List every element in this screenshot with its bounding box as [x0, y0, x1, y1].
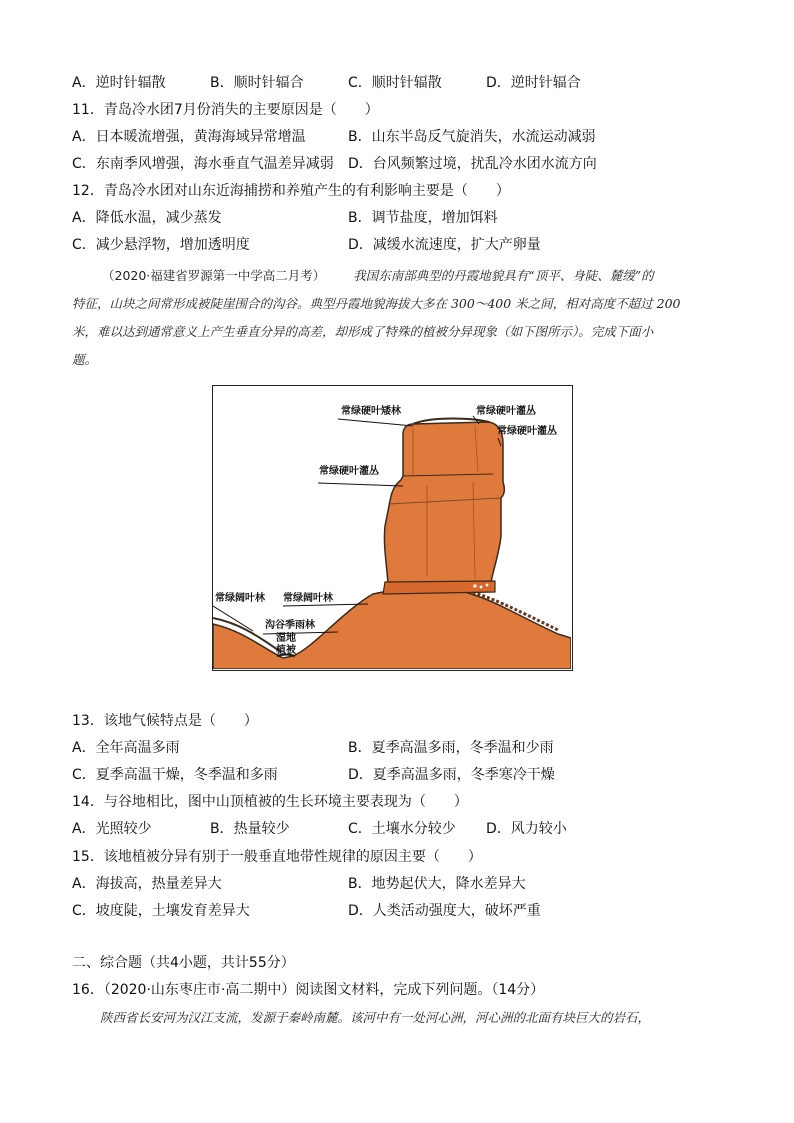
q11-option-d: D．台风频繁过境，扰乱冷水团水流方向: [348, 156, 597, 172]
label-wetland: 湿地: [276, 633, 296, 644]
passage-line-1: 我国东南部典型的丹霞地貌具有“顶平、身陡、麓缓”的: [353, 268, 654, 283]
q11-option-a: A．日本暖流增强，黄海海域异常增温: [72, 129, 306, 145]
q10-option-d: D．逆时针辐合: [486, 75, 581, 91]
q10-option-a: A．逆时针辐散: [72, 75, 166, 91]
q15-option-c: C．坡度陡，土壤发育差异大: [72, 903, 250, 919]
label-evergreen-sclerophyll-shrub-top: 常绿硬叶灌丛: [476, 406, 536, 417]
label-evergreen-sclerophyll-dwarf-forest: 常绿硬叶矮林: [341, 406, 401, 417]
label-evergreen-sclerophyll-shrub-mid: 常绿硬叶灌丛: [319, 466, 379, 477]
q13-option-d: D．夏季高温多雨，冬季寒冷干燥: [348, 767, 555, 783]
danxia-vegetation-figure: [212, 385, 573, 671]
q16-stem: 16．（2020·山东枣庄市·高二期中）阅读图文材料，完成下列问题。（14分）: [72, 982, 545, 998]
passage-line-4: 题。: [72, 352, 98, 367]
q13-option-a: A．全年高温多雨: [72, 740, 180, 756]
label-valley-monsoon-forest: 沟谷季雨林: [265, 620, 315, 631]
q13-stem: 13．该地气候特点是（ ）: [72, 713, 258, 729]
q12-option-b: B．调节盐度，增加饵料: [348, 210, 498, 226]
q13-option-c: C．夏季高温干燥，冬季温和多雨: [72, 767, 278, 783]
label-evergreen-broadleaf-forest-mid: 常绿阔叶林: [283, 593, 333, 604]
q14-option-b: B．热量较少: [210, 821, 290, 837]
q15-stem: 15．该地植被分异有别于一般垂直地带性规律的原因主要（ ）: [72, 849, 482, 865]
section-heading: 二、综合题（共4小题，共计55分）: [72, 955, 295, 971]
q14-option-c: C．土壤水分较少: [348, 821, 456, 837]
q11-stem: 11．青岛冷水团7月份消失的主要原因是（ ）: [72, 102, 379, 118]
q14-stem: 14．与谷地相比，图中山顶植被的生长环境主要表现为（ ）: [72, 794, 468, 810]
passage-line-3: 米，难以达到通常意义上产生垂直分异的高差，却形成了特殊的植被分异现象（如下图所示）。完成下面小: [72, 324, 654, 339]
passage-line-2: 特征，山块之间常形成被陡崖围合的沟谷。典型丹霞地貌海拔大多在 300～400 米之间，相对高度不超过 200: [72, 296, 681, 311]
reading-passage: [72, 262, 724, 374]
q10-option-c: C．顺时针辐散: [348, 75, 442, 91]
q13-option-b: B．夏季高温多雨，冬季温和少雨: [348, 740, 554, 756]
passage-source: （2020·福建省罗源第一中学高二月考）: [102, 268, 326, 283]
q15-option-a: A．海拔高，热量差异大: [72, 876, 222, 892]
label-vegetation: 植被: [276, 645, 296, 656]
q11-option-c: C．东南季风增强，海水垂直气温差异减弱: [72, 156, 334, 172]
label-evergreen-broadleaf-forest-left: 常绿阔叶林: [215, 593, 265, 604]
q14-option-a: A．光照较少: [72, 821, 152, 837]
q12-option-a: A．降低水温，减少蒸发: [72, 210, 222, 226]
label-evergreen-sclerophyll-shrub-right: 常绿硬叶灌丛: [497, 426, 557, 437]
q15-option-b: B．地势起伏大，降水差异大: [348, 876, 526, 892]
q12-option-c: C．减少悬浮物，增加透明度: [72, 237, 250, 253]
q15-option-d: D．人类活动强度大，破坏严重: [348, 903, 541, 919]
q12-option-d: D．减缓水流速度，扩大产卵量: [348, 237, 541, 253]
q16-passage: 陕西省长安河为汉江支流，发源于秦岭南麓。该河中有一处河心洲，河心洲的北面有块巨大的岩石，: [100, 1010, 651, 1025]
q11-option-b: B．山东半岛反气旋消失，水流运动减弱: [348, 129, 596, 145]
q10-option-b: B．顺时针辐合: [210, 75, 304, 91]
q14-option-d: D．风力较小: [486, 821, 567, 837]
q12-stem: 12．青岛冷水团对山东近海捕捞和养殖产生的有利影响主要是（ ）: [72, 183, 510, 199]
